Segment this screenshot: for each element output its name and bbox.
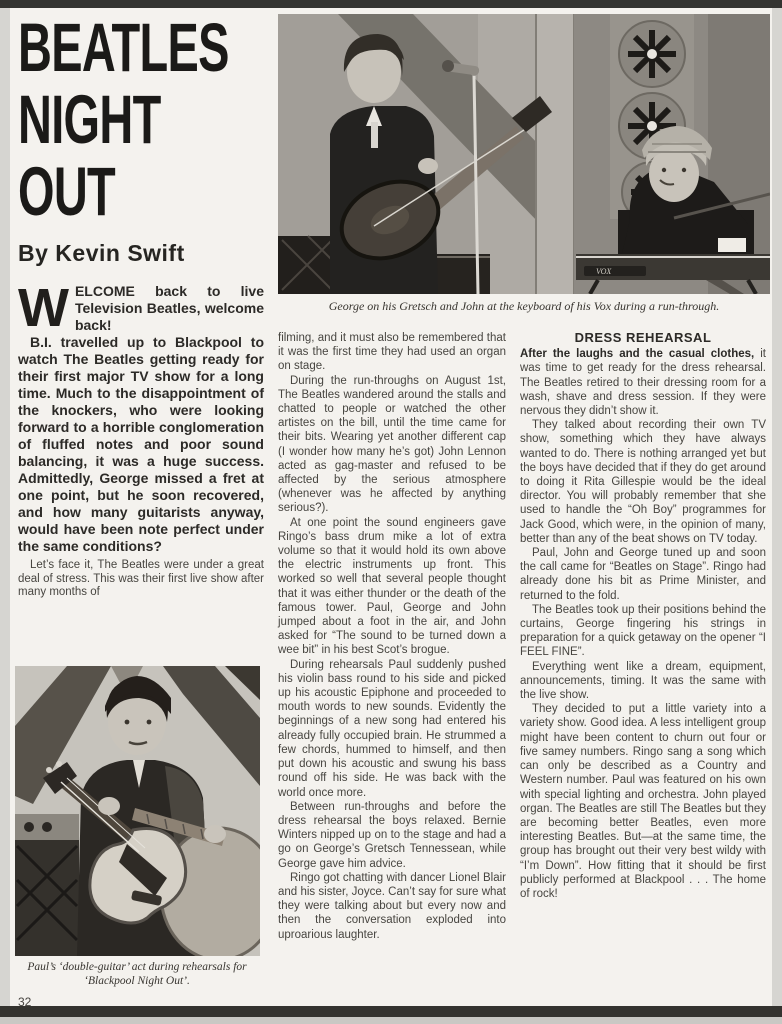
lead-rest-text: it was time to get ready for the dress rehearsal. The Beatles retired to their dressing room for a wash, shave and dress session. If they were nervous they didn’t show it. xyxy=(520,348,766,418)
intro-lead-paragraph xyxy=(18,278,264,338)
paragraph: During rehearsals Paul suddenly pushed his violin bass round to his side and picked up his acoustic Epiphone and proceeded to mouth words to new sounds. Evidently the beginnings of a new song had entered his already fully occupied brain. He strummed a few chords, hummed to himself, and then put down his acoustic and swung his bass round off his side. He was back with the world once more. xyxy=(278,658,506,799)
amplifier-left xyxy=(278,236,336,294)
intro-bold-paragraph xyxy=(18,334,264,555)
intro-bold-text: B.I. travelled up to Blackpool to watch The Beatles getting ready for their first major TV show for a long time. Much to the disappointment of the knockers, who were looking forward to a horrible conglomeration of fluffed notes and poor sound balancing, it was a huge success. Admittedly, George missed a fret at one point, but he soon recovered, and how many guitarists anyway, would have been note perfect under the same conditions? xyxy=(18,334,264,554)
paragraph: At one point the sound engineers gave Ringo’s bass drum mike a lot of extra volume so that it would hold its own above the electric instruments up front. This worked so well that several people thought that it was either thunder or the death of the famous tower. Paul, George and John jumped about a foot in the air, and John asked for “The sound to be turned down a wee bit” in his best Scot’s brogue. xyxy=(278,516,506,657)
title-line-2: NIGHT xyxy=(18,81,161,158)
paul-caption-line-2: ‘Blackpool Night Out’. xyxy=(84,975,190,987)
paragraph: Ringo got chatting with dancer Lionel Blair and his sister, Joyce. Can’t say for sure what they were talking about but every now and then the conversation exploded into uproarious laughter. xyxy=(278,871,506,941)
photo-paul-illustration xyxy=(15,666,260,956)
scan-edge-top xyxy=(0,0,782,8)
scan-edge-left xyxy=(0,8,10,1006)
scan-edge-bottom-light xyxy=(0,1017,782,1024)
photo-top-caption: George on his Gretsch and John at the keyboard of his Vox during a run-through. xyxy=(328,299,720,313)
paragraph: Between run-throughs and before the dress rehearsal the boys relaxed. Bernie Winters nipped up on to the stage and had a go on George’s Gretsch Tennessean, while George gave him advice. xyxy=(278,800,506,870)
scan-edge-bottom xyxy=(0,1006,782,1017)
title-line-1: BEATLES xyxy=(18,9,229,86)
intro-paragraph-2 xyxy=(18,559,264,600)
hand-left xyxy=(98,797,120,815)
dropcap-w: W xyxy=(18,278,69,338)
starburst-icon xyxy=(628,30,676,78)
title-line-3: OUT xyxy=(18,153,116,230)
paragraph: During the run-throughs on August 1st, The Beatles wandered around the stalls and chatted to people or watched the other artistes on the bill, until the time came for their bits. Wearing yet another different cap (I wonder how many he’s got) John Lennon acted as gag-master and refused to be affected by the serious atmosphere (whenever was he affected by anything serious?). xyxy=(278,374,506,515)
photo-paul-double-guitar xyxy=(15,666,260,956)
paragraph-lead xyxy=(520,347,766,418)
photo-george-john-stage xyxy=(278,14,770,294)
paragraph: filming, and it must also be remembered that it was the first time they had used an organ on stage. xyxy=(278,332,506,373)
paragraph: They decided to put a little variety into a variety show. Good idea. A less intelligent group might have been content to churn out four or five samey numbers. Ringo sang a song which can only be described as a Country and Western number. Paul was featured on his own with special lighting and orchestra. John played organ. The Beatles are still The Beatles but they are becoming better Beatles, even more interesting Beatles. But—at the same time, the group has brought out their very best wildy with “I’m Down”. How fitting that it should be first publicly performed at Blackpool . . . The home of rock! xyxy=(520,703,766,900)
paragraph: Everything went like a dream, equipment, announcements, timing. It was the same with the live show. xyxy=(520,660,766,702)
hand-right xyxy=(204,825,226,843)
paragraph: Paul, John and George tuned up and soon the call came for “Beatles on Stage”. Ringo had already done his bit as Prime Minister, and returned to the fold. xyxy=(520,547,766,602)
lead-bold-text: After the laughs and the casual clothes, xyxy=(520,348,755,361)
article-title xyxy=(18,9,263,230)
middle-column xyxy=(278,331,506,942)
section-heading-dress-rehearsal: DRESS REHEARSAL xyxy=(574,330,712,345)
byline: By Kevin Swift xyxy=(18,240,185,266)
intro-lead-text: ELCOME back to live Television Beatles, welcome back! xyxy=(74,283,264,333)
vox-logo: VOX xyxy=(596,267,612,276)
photo-top-illustration xyxy=(278,14,770,294)
photo-paul-caption xyxy=(6,960,268,988)
paragraph: They talked about recording their own TV show, something which they have always wanted to do. There is nothing arranged yet but the boys have decided that if they do get around to doing it Rita Gillespie would be the ideal director. You will probably remember that she used to handle the “Oh Boy” programmes for Jack Good, which were, in the opinion of many, better than any of the beat shows on TV today. xyxy=(520,419,766,545)
intro-paragraph-2-text: Let’s face it, The Beatles were under a great deal of stress. This was their first live show after many months of xyxy=(18,559,264,599)
intro-column xyxy=(18,278,264,600)
right-column xyxy=(520,331,766,901)
scan-edge-right xyxy=(772,8,782,1006)
page-number: 32 xyxy=(18,995,32,1009)
paul-caption-line-1: Paul’s ‘double-guitar’ act during rehearsals for xyxy=(27,961,247,973)
paragraph: The Beatles took up their positions behind the curtains, George fingering his strings in preparation for a quick getaway on the opener “I FEEL FINE”. xyxy=(520,603,766,659)
amplifier xyxy=(15,814,79,956)
